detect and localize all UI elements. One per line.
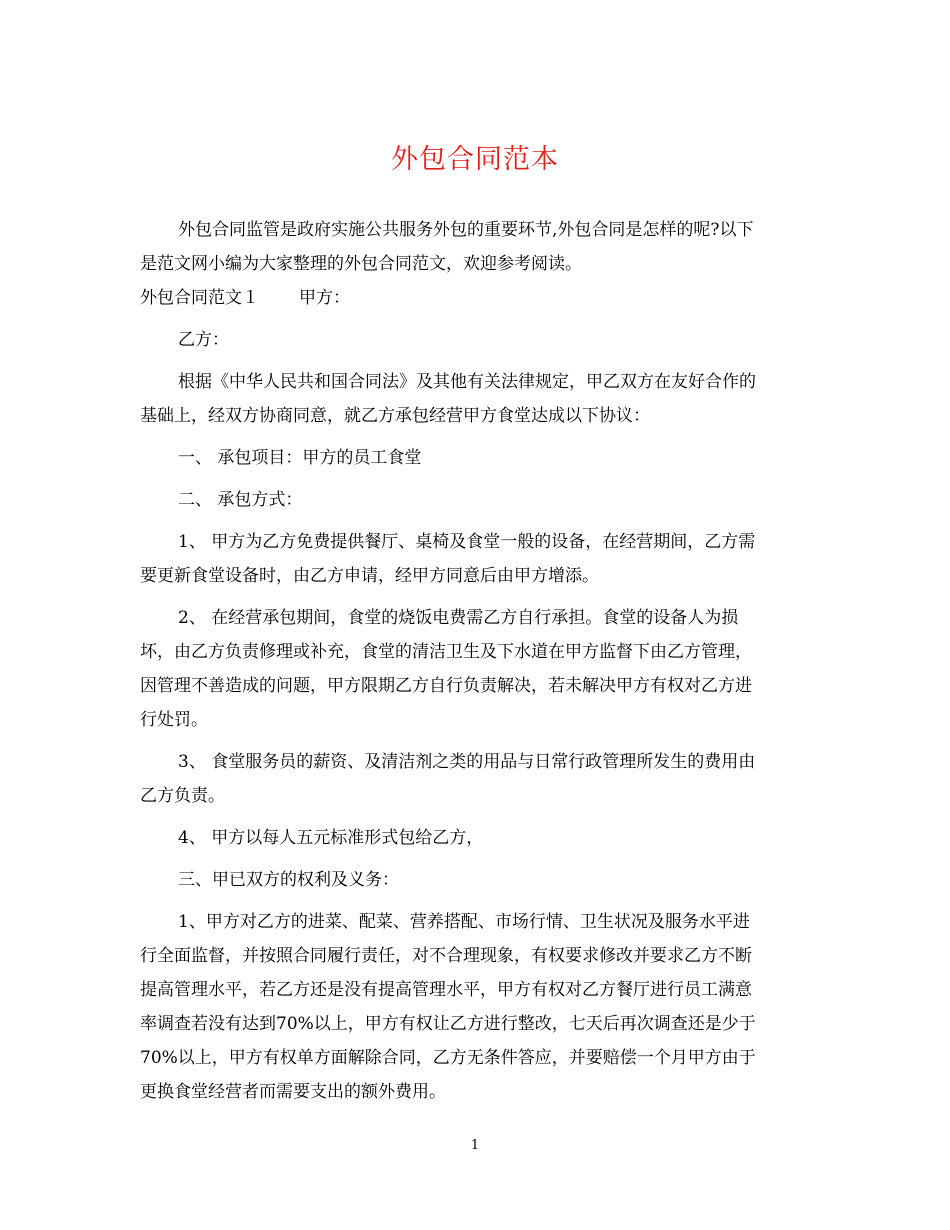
clause-3-line-1: 3、 食堂服务员的薪资、及清洁剂之类的用品与日常行政管理所发生的费用由 [178, 752, 756, 772]
rights-line-3: 提高管理水平，若乙方还是没有提高管理水平，甲方有权对乙方餐厅进行员工满意 [140, 980, 752, 1000]
clause-2-line-3: 因管理不善造成的问题，甲方限期乙方自行负责解决，若未解决甲方有权对乙方进 [140, 676, 752, 696]
item-3: 三、甲已双方的权利及义务： [178, 870, 399, 890]
document-body [140, 213, 815, 1109]
rights-line-1: 1、甲方对乙方的进菜、配菜、营养搭配、市场行情、卫生状况及服务水平进 [178, 912, 750, 932]
rights-line-6: 更换食堂经营者而需要支出的额外费用。 [140, 1082, 446, 1102]
rights-line-5: 70%以上，甲方有权单方面解除合同，乙方无条件答应，并要赔偿一个月甲方由于 [140, 1048, 756, 1068]
document-title: 外包合同范本 [391, 144, 559, 175]
clause-4-line-1: 4、 甲方以每人五元标准形式包给乙方， [178, 828, 484, 848]
clause-2-line-1: 2、 在经营承包期间，食堂的烧饭电费需乙方自行承担。食堂的设备人为损 [178, 608, 739, 628]
item-2: 二、 承包方式： [178, 490, 303, 510]
clause-2-line-4: 行处罚。 [140, 710, 208, 730]
sample-heading: 外包合同范文１ [140, 288, 259, 308]
party-b-label: 乙方： [178, 330, 229, 350]
party-a-label: 甲方： [299, 288, 350, 308]
sample-heading-line [140, 281, 815, 315]
page-number: 1 [470, 1138, 480, 1153]
clause-1-line-2: 要更新食堂设备时，由乙方申请，经甲方同意后由甲方增添。 [140, 566, 599, 586]
item-1: 一、 承包项目：甲方的员工食堂 [178, 448, 422, 468]
clause-1-line-1: 1、 甲方为乙方免费提供餐厅、桌椅及食堂一般的设备，在经营期间，乙方需 [178, 532, 756, 552]
basis-line-1: 根据《中华人民共和国合同法》及其他有关法律规定，甲乙双方在友好合作的 [178, 372, 756, 392]
basis-line-2: 基础上，经双方协商同意，就乙方承包经营甲方食堂达成以下协议： [140, 406, 650, 426]
clause-3-line-2: 乙方负责。 [140, 786, 225, 806]
rights-line-4: 率调查若没有达到70%以上，甲方有权让乙方进行整改，七天后再次调查还是少于 [140, 1014, 756, 1034]
intro-line-2: 是范文网小编为大家整理的外包合同范文，欢迎参考阅读。 [140, 254, 582, 274]
clause-2-line-2: 坏，由乙方负责修理或补充，食堂的清洁卫生及下水道在甲方监督下由乙方管理， [140, 642, 752, 662]
rights-line-2: 行全面监督，并按照合同履行责任，对不合理现象，有权要求修改并要求乙方不断 [140, 946, 752, 966]
intro-line-1: 外包合同监管是政府实施公共服务外包的重要环节,外包合同是怎样的呢?以下 [178, 220, 754, 240]
